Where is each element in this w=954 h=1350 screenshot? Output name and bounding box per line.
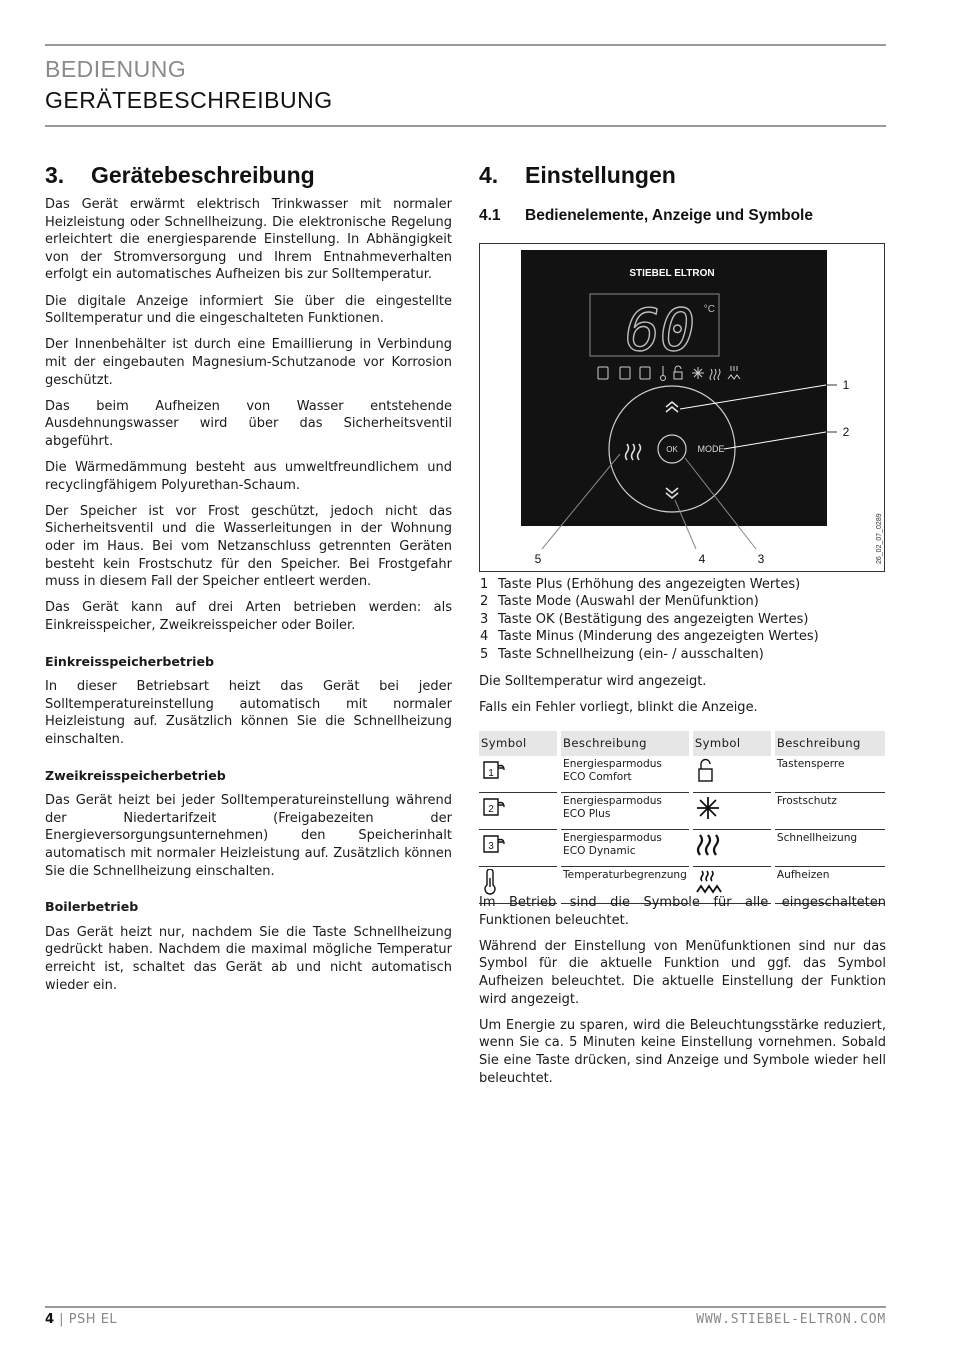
- table-header: Symbol: [693, 731, 771, 756]
- figure-legend: [480, 576, 819, 663]
- table-header: Beschreibung: [561, 731, 689, 756]
- list-item: 4 Taste Minus (Minderung des angezeigten Wertes): [480, 629, 819, 645]
- paragraph: Die digitale Anzeige informiert Sie über die eingestellte Solltemperatur und die eingeschalteten Funktionen.: [45, 293, 452, 327]
- paragraph: Falls ein Fehler vorliegt, blinkt die Anzeige.: [479, 700, 758, 716]
- heating-icon: [695, 869, 725, 895]
- header-rule: [45, 125, 886, 127]
- eco-3-icon: [481, 832, 507, 858]
- table-row: [479, 756, 885, 793]
- eco-2-icon: [481, 795, 507, 821]
- figure-id: 26_02_07_0289: [876, 513, 883, 564]
- callout-4: 4: [698, 552, 706, 566]
- lock-icon: [695, 758, 721, 784]
- paragraph: Das Gerät kann auf drei Arten betrieben werden: als Einkreisspeicher, Zweikreisspeicher oder Boiler.: [45, 600, 452, 634]
- table-row: [479, 830, 885, 867]
- right-text-b: [479, 894, 886, 1096]
- symbol-table: [479, 731, 885, 904]
- left-column: [45, 196, 452, 1003]
- callout-5: 5: [534, 552, 542, 566]
- table-header-row: [479, 731, 885, 756]
- table-header: Beschreibung: [775, 731, 885, 756]
- paragraph: Um Energie zu sparen, wird die Beleuchtungsstärke reduziert, wenn Sie ca. 5 Minuten keine Einstellung vornehmen. Sobald Sie eine Taste drücken, sind Anzeige und Symbole wieder hell beleuchtet.: [479, 1017, 886, 1086]
- paragraph: Das Gerät heizt bei jeder Solltemperatureinstellung während der Niedertarifzeit (Freigabezeiten der Energieversorgungsunternehmen) den Speicherinhalt automatisch mit normaler Heizleistung auf. Zusätzlich können Sie die Schnellheizung einschalten.: [45, 793, 452, 879]
- desc-line: Energiesparmodus: [563, 795, 662, 807]
- desc-cell: Temperaturbegrenzung: [561, 867, 689, 904]
- footer-rule: [45, 1306, 886, 1308]
- desc-line: ECO Dynamic: [563, 845, 636, 857]
- svg-text:1: 1: [488, 768, 494, 779]
- desc-cell: Schnellheizung: [775, 830, 885, 867]
- paragraph: Während der Einstellung von Menüfunktionen sind nur das Symbol für die aktuelle Funktion und ggf. das Symbol Aufheizen beleuchtet. Die aktuelle Einstellung der Funktion wird angezeigt.: [479, 938, 886, 1007]
- display-unit: °C: [703, 304, 715, 315]
- display-value: 60: [625, 296, 695, 364]
- section-3-heading: 3. Gerätebeschreibung: [45, 162, 315, 188]
- paragraph: In dieser Betriebsart heizt das Gerät bei jeder Solltemperatureinstellung automatisch mit normaler Heizleistung auf. Zusätzlich können Sie die Schnellheizung einschalten.: [45, 679, 452, 747]
- callout-3: 3: [757, 552, 765, 566]
- desc-line: ECO Plus: [563, 808, 611, 820]
- right-text-a: [479, 673, 886, 725]
- thermometer-icon: [481, 869, 507, 895]
- header-section: BEDIENUNG: [45, 56, 187, 82]
- callout-2: 2: [842, 425, 850, 439]
- mode-button-label: MODE: [697, 444, 725, 454]
- section-4-heading: 4. Einstellungen: [479, 162, 676, 188]
- desc-line: Energiesparmodus: [563, 832, 662, 844]
- paragraph: Die Solltemperatur wird angezeigt.: [479, 674, 707, 689]
- subheading-boiler: Boilerbetrieb: [45, 899, 139, 915]
- svg-text:2: 2: [488, 804, 494, 815]
- desc-cell: Aufheizen: [775, 867, 885, 904]
- top-rule: [45, 44, 886, 46]
- ok-button-label: OK: [666, 445, 678, 454]
- list-item: 5 Taste Schnellheizung (ein- / ausschalten): [480, 646, 764, 662]
- list-item: 3 Taste OK (Bestätigung des angezeigten Wertes): [480, 611, 809, 627]
- quick-heat-icon: [695, 832, 725, 858]
- svg-text:3: 3: [488, 841, 494, 852]
- desc-line: ECO Comfort: [563, 771, 632, 783]
- list-item: 2 Taste Mode (Auswahl der Menüfunktion): [480, 594, 759, 610]
- control-panel-drawing: [480, 244, 884, 571]
- footer-url: WWW.STIEBEL-ELTRON.COM: [696, 1312, 886, 1327]
- desc-cell: Frostschutz: [775, 793, 885, 830]
- header-title: GERÄTEBESCHREIBUNG: [45, 87, 333, 113]
- brand-logo: STIEBEL ELTRON: [629, 268, 715, 279]
- paragraph: Im Betrieb sind die Symbole für alle eingeschalteten Funktionen beleuchtet.: [479, 895, 886, 928]
- paragraph: Der Innenbehälter ist durch eine Emaillierung in Verbindung mit der eingebauten Magnesium-Schutzanode vor Korrosion geschützt.: [45, 337, 452, 388]
- paragraph: Das beim Aufheizen von Wasser entstehende Ausdehnungswasser wird über das Sicherheitsventil abgeführt.: [45, 398, 452, 449]
- table-row: [479, 793, 885, 830]
- paragraph: Der Speicher ist vor Frost geschützt, jedoch nicht das Sicherheitsventil und die Wasserleitungen in der Wohnung oder im Haus. Bei vom Netzanschluss getrennten Geräten besteht kein Frostschutz für den Speicher. Bei Frostgefahr muss in diesem Fall der Speicher entleert werden.: [45, 503, 452, 590]
- control-panel-figure: [479, 243, 885, 572]
- footer-page: 4 | PSH EL: [45, 1312, 118, 1327]
- desc-line: Energiesparmodus: [563, 758, 662, 770]
- section-4-1-heading: 4.1 Bedienelemente, Anzeige und Symbole: [479, 207, 813, 224]
- paragraph: Das Gerät heizt nur, nachdem Sie die Taste Schnellheizung gedrückt haben. Nachdem die maximal mögliche Temperatur erreicht ist, schaltet das Gerät ab und nicht automatisch wieder ein.: [45, 924, 452, 993]
- eco-1-icon: [481, 758, 507, 784]
- subheading-zweikreis: Zweikreisspeicherbetrieb: [45, 767, 226, 783]
- subheading-einkreis: Einkreisspeicherbetrieb: [45, 653, 215, 669]
- list-item: 1 Taste Plus (Erhöhung des angezeigten Wertes): [480, 577, 801, 592]
- desc-cell: Tastensperre: [775, 756, 885, 793]
- paragraph: Das Gerät erwärmt elektrisch Trinkwasser mit normaler Heizleistung oder Schnellheizung. Die elektronische Regelung erleichtert die energiesparende Einstellung. In Abhängigkeit von der Stromversorgung und Ihrem Entnahmeverhalten erfolgt ein automatisches Aufheizen bis zur Solltemperatur.: [45, 197, 452, 283]
- snowflake-icon: [695, 795, 721, 821]
- table-header: Symbol: [479, 731, 557, 756]
- paragraph: Die Wärmedämmung besteht aus umweltfreundlichem und recyclingfähigem Polyurethan-Schaum.: [45, 460, 452, 493]
- callout-1: 1: [842, 378, 850, 392]
- panel-background: [521, 250, 827, 526]
